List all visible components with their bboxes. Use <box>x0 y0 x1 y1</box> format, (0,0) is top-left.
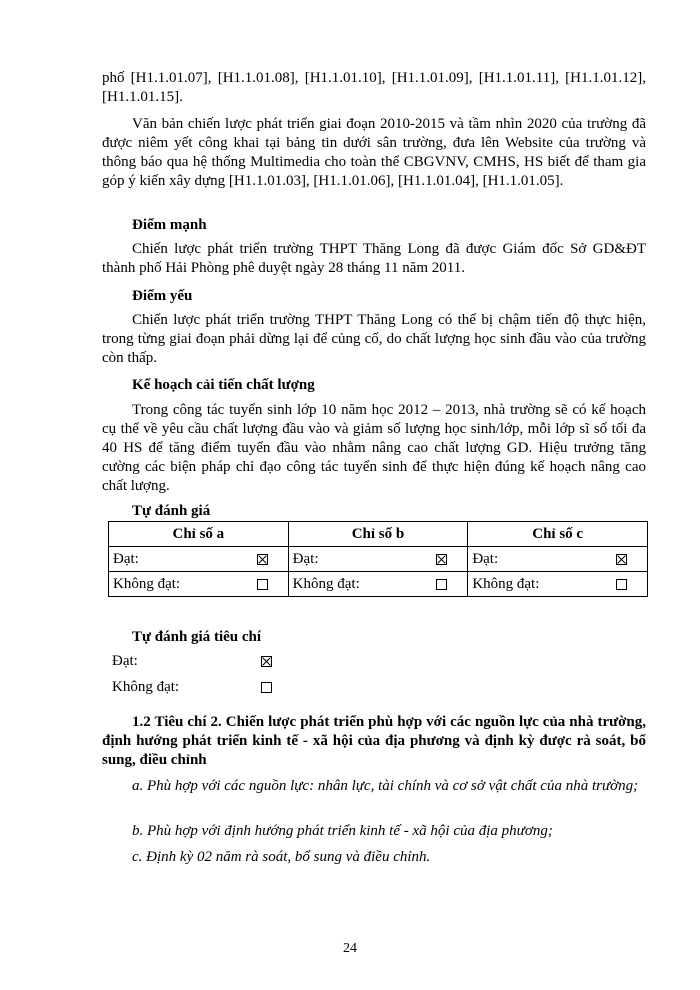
fail-label-c: Không đạt: <box>472 575 540 592</box>
pass-label-b: Đạt: <box>292 550 319 567</box>
page-number: 24 <box>343 941 357 956</box>
criterion-fail-label: Không đạt: <box>112 679 180 695</box>
checked-box-icon[interactable] <box>436 554 447 565</box>
column-header-a: Chỉ số a <box>109 522 289 547</box>
checked-box-icon[interactable] <box>257 554 268 565</box>
table-header-row <box>109 522 648 547</box>
improvement-plan-heading: Kế hoạch cải tiến chất lượng <box>132 377 315 393</box>
table-row-pass <box>109 547 648 572</box>
criterion-pass-label: Đạt: <box>112 653 138 669</box>
paragraph-weaknesses: Chiến lược phát triển trường THPT Thăng Long có thể bị chậm tiến độ thực hiện, trong từng giai đoạn phải dừng lại để củng cố, do chất lượng học sinh đầu vào của trường còn thấp. <box>102 312 646 366</box>
paragraph-publication: Văn bản chiến lược phát triển giai đoạn 2010-2015 và tầm nhìn 2020 của trường đã được niêm yết công khai tại bảng tin dưới sân trường, đưa lên Website của trường và thông báo qua hệ thống Multimedia cho toàn thể CBGVNV, CMHS, HS biết để tham gia góp ý kiến xây dựng [H1.1.01.03], [H1.1.01.06], [H1.1.01.04], [H1.1.01.05]. <box>102 116 646 189</box>
criterion-fail-row <box>112 679 272 696</box>
unchecked-box-icon[interactable] <box>616 579 627 590</box>
unchecked-box-icon[interactable] <box>261 682 272 693</box>
criterion-2-item-b: b. Phù hợp với định hướng phát triển kinh tế - xã hội của địa phương; <box>132 823 553 839</box>
criterion-eval-heading: Tự đánh giá tiêu chí <box>132 629 262 645</box>
fail-label-b: Không đạt: <box>292 575 360 592</box>
unchecked-box-icon[interactable] <box>436 579 447 590</box>
paragraph-evidence-list: phố [H1.1.01.07], [H1.1.01.08], [H1.1.01.10], [H1.1.01.09], [H1.1.01.11], [H1.1.01.12], [H1.1.01.15]. <box>102 70 646 105</box>
checked-box-icon[interactable] <box>616 554 627 565</box>
table-row-fail <box>109 572 648 597</box>
criterion-2-item-c: c. Định kỳ 02 năm rà soát, bổ sung và điều chỉnh. <box>132 849 431 865</box>
self-eval-table <box>108 521 648 597</box>
fail-label-a: Không đạt: <box>113 575 181 592</box>
criterion-2-item-a: a. Phù hợp với các nguồn lực: nhân lực, tài chính và cơ sở vật chất của nhà trường; <box>132 778 639 794</box>
self-eval-heading: Tự đánh giá <box>132 503 211 519</box>
checked-box-icon[interactable] <box>261 656 272 667</box>
column-header-c: Chỉ số c <box>468 522 648 547</box>
column-header-b: Chỉ số b <box>288 522 468 547</box>
pass-label-c: Đạt: <box>472 550 499 567</box>
criterion-2-title: 1.2 Tiêu chí 2. Chiến lược phát triển phù hợp với các nguồn lực của nhà trường, định hướng phát triển kinh tế - xã hội của địa phương và định kỳ được rà soát, bổ sung, điều chỉnh <box>102 714 646 768</box>
weaknesses-heading: Điểm yếu <box>132 288 193 304</box>
paragraph-improvement-plan: Trong công tác tuyển sinh lớp 10 năm học 2012 – 2013, nhà trường sẽ có kế hoạch cụ thể về yêu cầu chất lượng đầu vào và giảm số lượng học sinh/lớp, mỗi lớp sĩ số tối đa 40 HS để tăng điểm tuyển đầu vào nhằm nâng cao chất lượng GD. Hiệu trưởng tăng cường các biện pháp chỉ đạo công tác tuyển sinh để thực hiện đúng kế hoạch nâng cao chất lượng. <box>102 402 646 494</box>
strengths-heading: Điểm mạnh <box>132 217 207 233</box>
pass-label-a: Đạt: <box>113 550 139 567</box>
paragraph-strengths: Chiến lược phát triển trường THPT Thăng Long đã được Giám đốc Sở GD&ĐT thành phố Hải Phòng phê duyệt ngày 28 tháng 11 năm 2011. <box>102 241 646 276</box>
criterion-pass-row <box>112 653 272 670</box>
unchecked-box-icon[interactable] <box>257 579 268 590</box>
